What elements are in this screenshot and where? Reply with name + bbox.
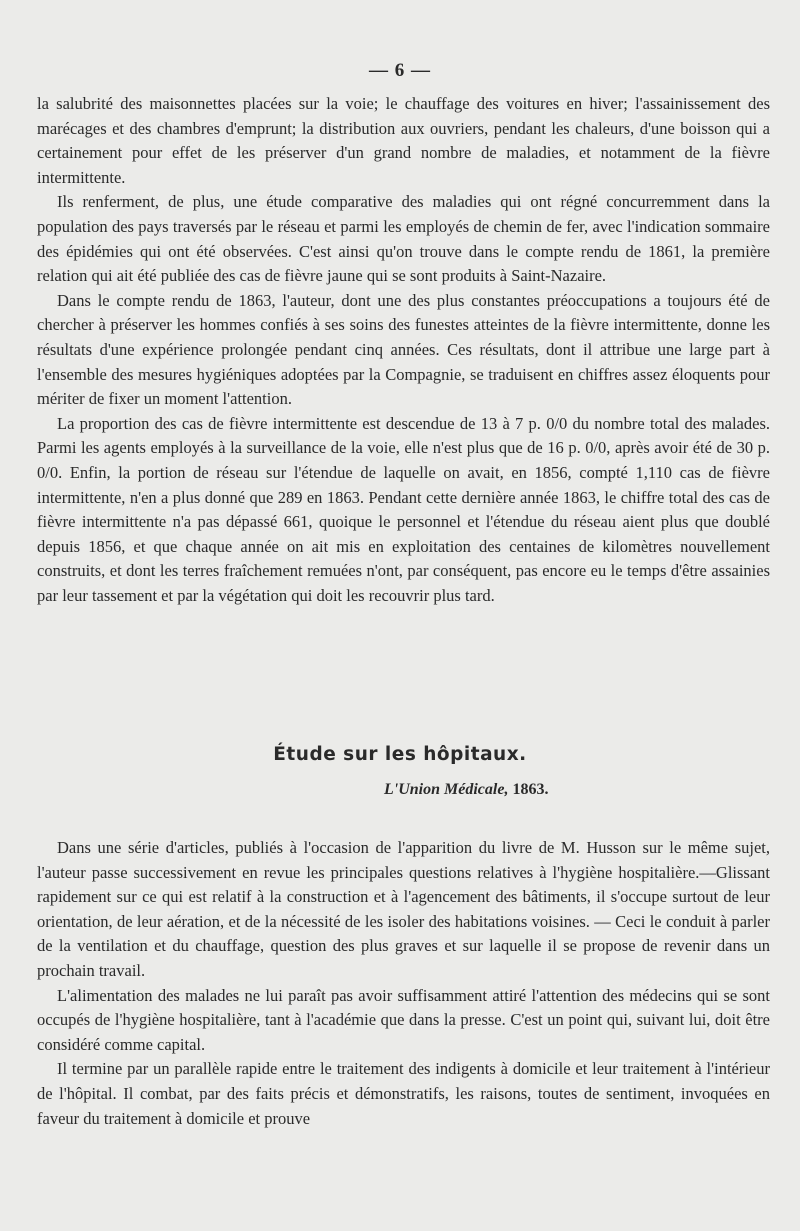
paragraph: Ils renferment, de plus, une étude comparative des maladies qui ont régné concurremment dans la population des pays traversés par le réseau et parmi les employés de chemin de fer, avec l'indication sommaire des épidémies qui ont été observées. C'est ainsi qu'on trouve dans le compte rendu de 1861, la première relation qui ait été publiée des cas de fièvre jaune qui se sont produits à Saint-Nazaire. [37,192,770,286]
paragraph: la salubrité des maisonnettes placées sur la voie; le chauffage des voitures en hiver; l'assainissement des marécages et des chambres d'emprunt; la distribution aux ouvriers, pendant les chaleurs, d'une boisson qui a certainement pour effet de les préserver d'un grand nombre de maladies, et notamment de la fièvre intermittente. [37,94,770,187]
text-block-top [37,92,770,608]
text-block-bottom [37,836,770,1131]
paragraph: La proportion des cas de fièvre intermittente est descendue de 13 à 7 p. 0/0 du nombre total des malades. Parmi les agents employés à la surveillance de la voie, elle n'est plus que de 16 p. 0/0, après avoir été de 30 p. 0/0. Enfin, la portion de réseau sur l'étendue de laquelle on avait, en 1856, compté 1,110 cas de fièvre intermittente, n'en a plus donné que 289 en 1863. Pendant cette dernière année 1863, le chiffre total des cas de fièvre intermittente n'a pas dépassé 661, quoique le personnel et l'étendue du réseau aient plus que doublé depuis 1856, et que chaque année on ait mis en exploitation des centaines de kilomètres nouvellement construits, et dont les terres fraîchement remuées n'ont, par conséquent, pas encore eu le temps d'être assainies par leur tassement et par la végétation qui doit les recouvrir plus tard. [37,413,770,605]
source-year: 1863. [512,781,549,798]
section-source [384,781,548,799]
paragraph: L'alimentation des malades ne lui paraît pas avoir suffisamment attiré l'attention des médecins qui se sont occupés de l'hygiène hospitalière, tant à l'académie que dans la presse. C'est un point qui, suivant lui, doit être considéré comme capital. [37,985,770,1054]
source-journal: L'Union Médicale, [384,781,509,798]
paragraph: Dans le compte rendu de 1863, l'auteur, dont une des plus constantes préoccupations a toujours été de chercher à préserver les hommes confiés à ses soins des funestes atteintes de la fièvre intermittente, donne les résultats d'une expérience prolongée pendant cinq années. Ces résultats, dont il attribue une large part à l'ensemble des mesures hygiéniques adoptées par la Compagnie, se traduisent en chiffres assez éloquents pour mériter de fixer un moment l'attention. [37,290,770,409]
paragraph: Dans une série d'articles, publiés à l'occasion de l'apparition du livre de M. Husson sur le même sujet, l'auteur passe successivement en revue les principales questions relatives à l'hygiène hospitalière.—Glissant rapidement sur ce qui est relatif à la construction et à l'agencement des bâtiments, il s'occupe surtout de leur orientation, de leur aération, et de la nécessité de les isoler des habitations voisines. — Ceci le conduit à parler de la ventilation et du chauffage, question des plus graves et sur laquelle il se propose de revenir dans un prochain travail. [37,838,770,980]
section-title: Étude sur les hôpitaux. [273,744,527,765]
page-number: — 6 — [369,60,431,81]
paragraph: Il termine par un parallèle rapide entre le traitement des indigents à domicile et leur traitement à l'intérieur de l'hôpital. Il combat, par des faits précis et démonstratifs, les raisons, toutes de sentiment, invoquées en faveur du traitement à domicile et prouve [37,1059,770,1128]
